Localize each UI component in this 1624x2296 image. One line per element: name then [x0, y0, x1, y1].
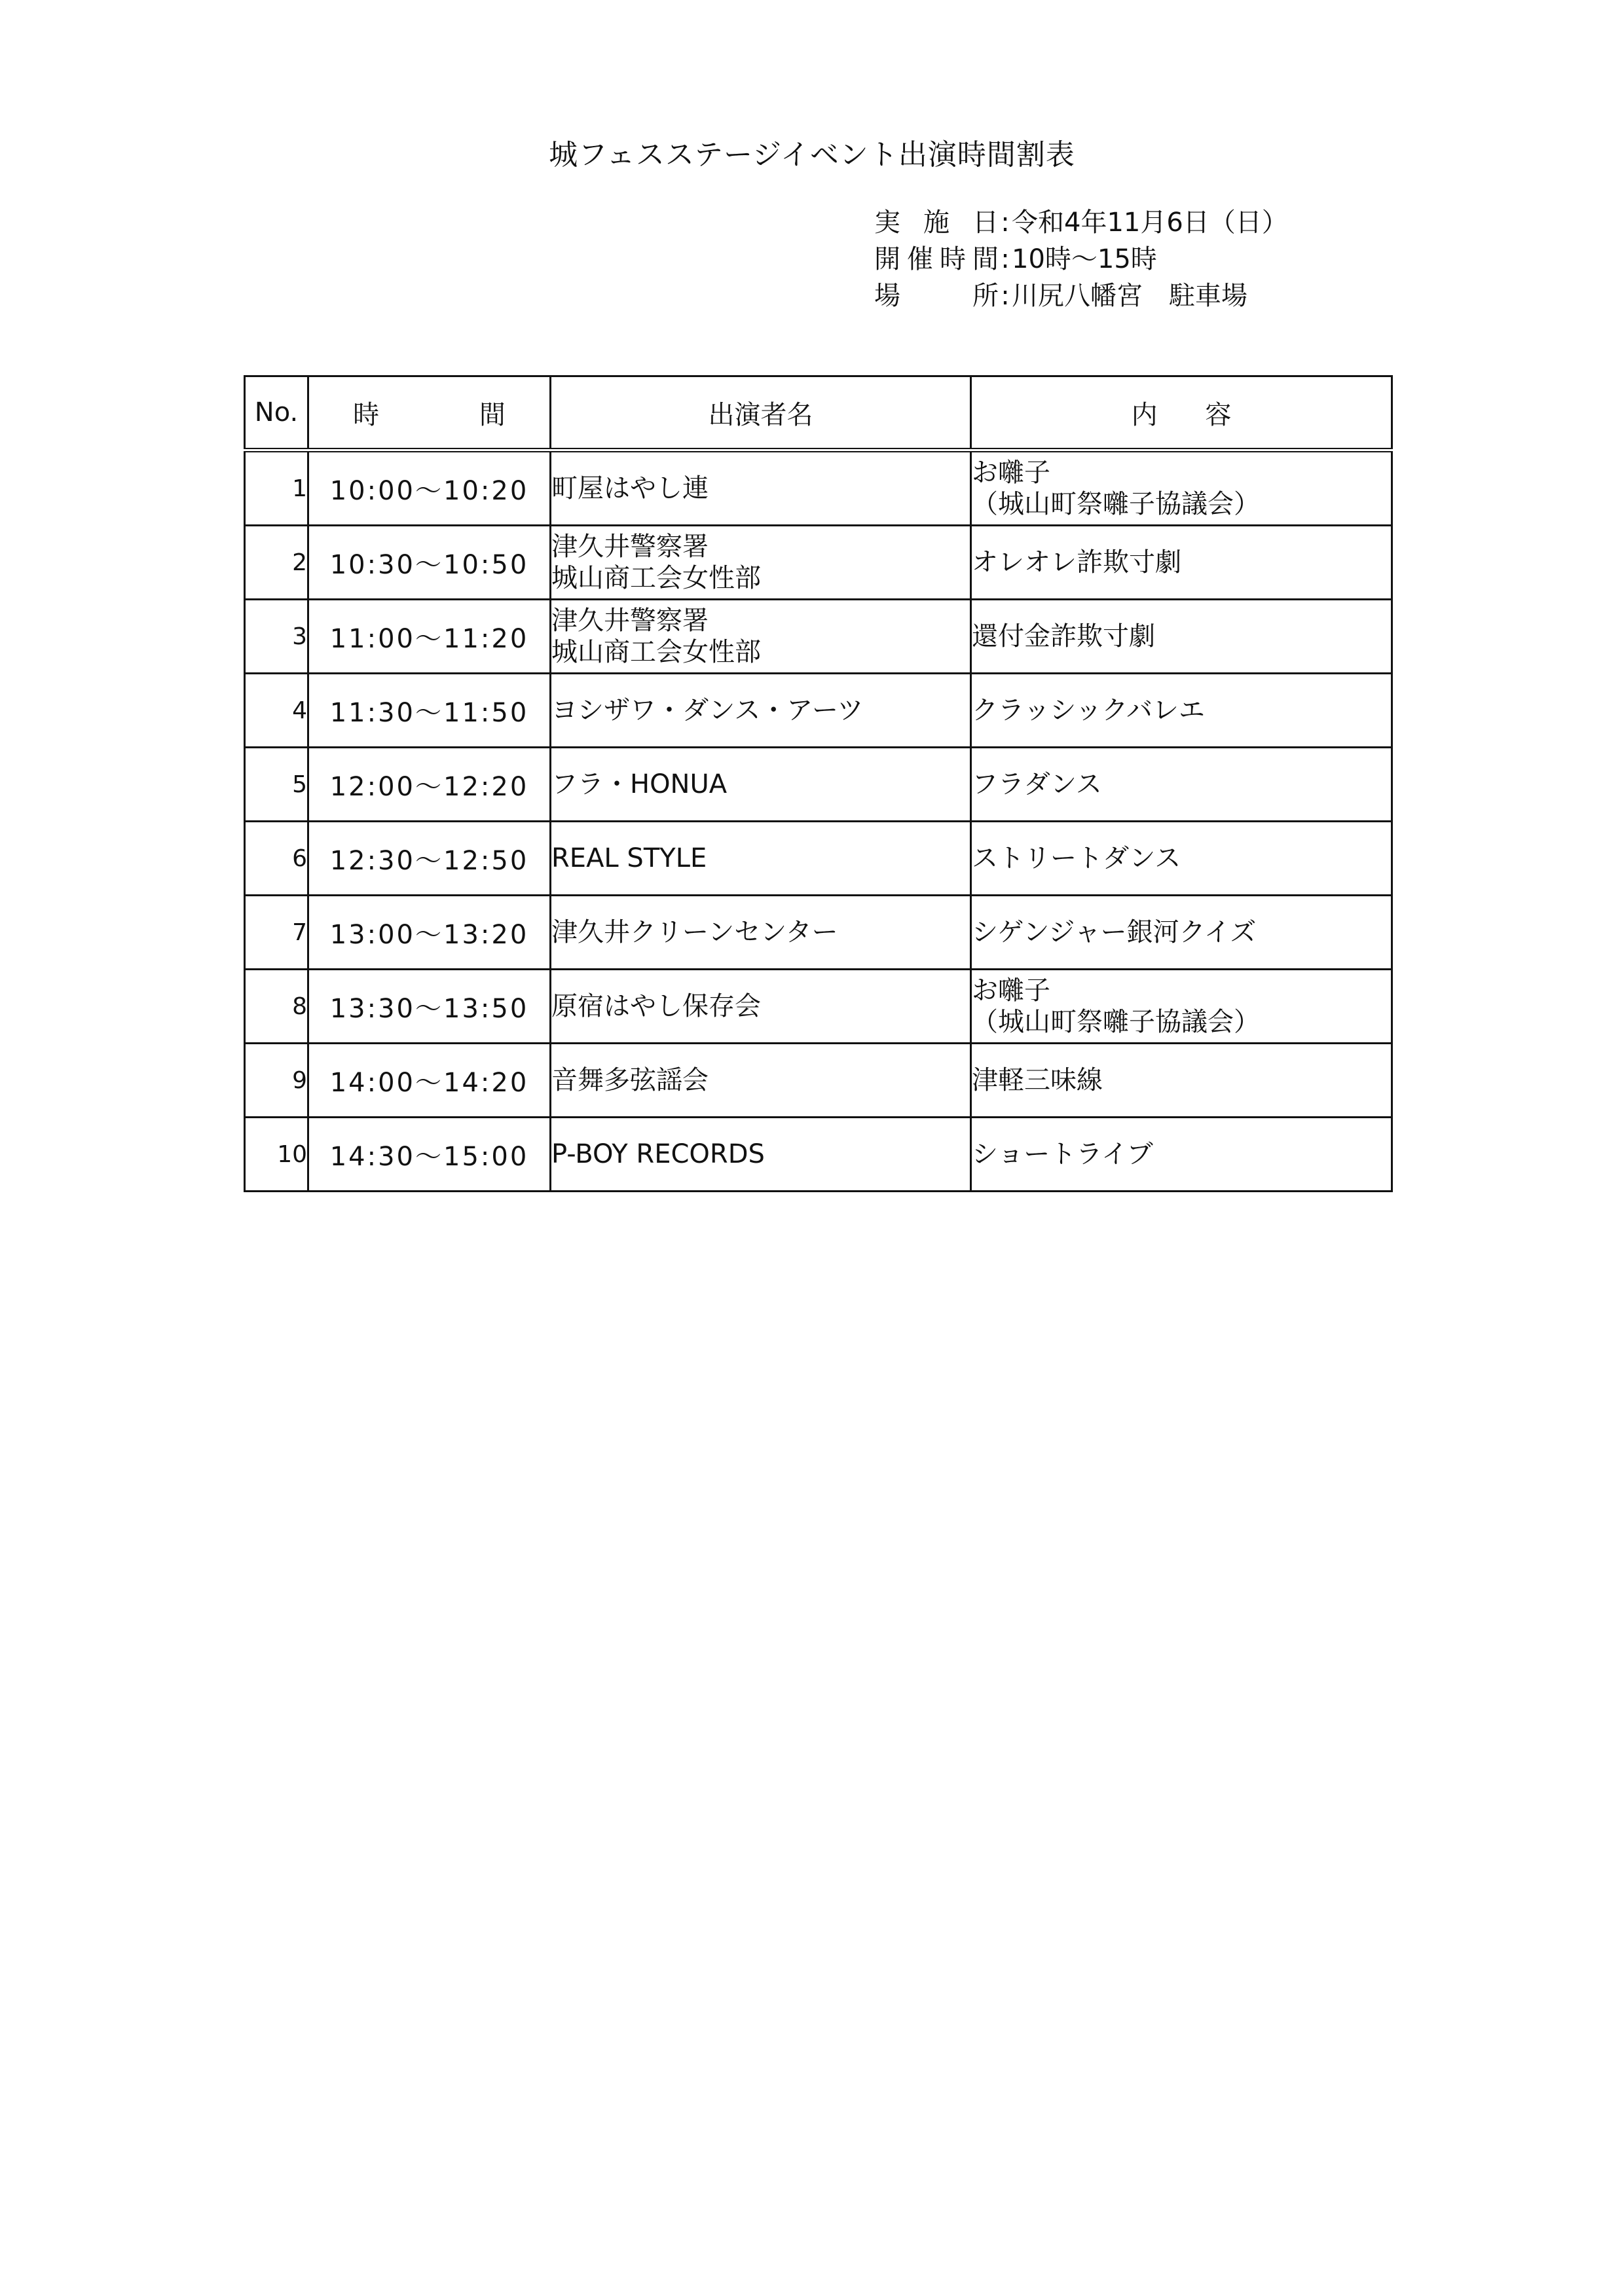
row-number: 9	[245, 1044, 308, 1118]
table-row	[245, 822, 1392, 896]
info-value: 令和4年11月6日（日）	[1012, 208, 1288, 238]
row-time: 14:30～15:00	[308, 1118, 551, 1192]
table-row	[245, 1044, 1392, 1118]
performer-line: 津久井クリーンセンター	[551, 917, 838, 947]
row-number: 7	[245, 896, 308, 970]
row-content	[971, 970, 1392, 1044]
performer-line: 城山商工会女性部	[551, 563, 761, 593]
row-performer	[551, 1118, 971, 1192]
header-performer: 出演者名	[551, 376, 971, 450]
table-row	[245, 526, 1392, 600]
row-number: 2	[245, 526, 308, 600]
row-time: 10:30～10:50	[308, 526, 551, 600]
info-row-date: 実 施 日 : 令和4年11月6日（日）	[874, 204, 1288, 241]
content-line: クラッシックバレエ	[972, 695, 1205, 725]
event-info	[874, 204, 1288, 314]
table-header-row	[245, 376, 1392, 450]
row-time: 12:00～12:20	[308, 748, 551, 822]
row-content	[971, 896, 1392, 970]
row-performer	[551, 450, 971, 526]
row-time: 10:00～10:20	[308, 450, 551, 526]
header-no: No.	[245, 376, 308, 450]
table-row	[245, 674, 1392, 748]
header-content: 内 容	[971, 376, 1392, 450]
performer-line: ヨシザワ・ダンス・アーツ	[551, 695, 864, 725]
info-row-venue: 場 所 : 川尻八幡宮 駐車場	[874, 278, 1288, 314]
row-performer	[551, 970, 971, 1044]
row-content	[971, 600, 1392, 674]
table-row	[245, 970, 1392, 1044]
table-row	[245, 450, 1392, 526]
row-content	[971, 1118, 1392, 1192]
info-row-hours: 開催時間 : 10時～15時	[874, 241, 1288, 278]
content-line: 津軽三味線	[972, 1065, 1103, 1095]
row-performer	[551, 896, 971, 970]
row-time: 11:00～11:20	[308, 600, 551, 674]
performer-line: 津久井警察署	[551, 532, 709, 562]
row-content	[971, 674, 1392, 748]
performer-line: 音舞多弦謡会	[551, 1065, 709, 1095]
performer-line: 津久井警察署	[551, 606, 709, 636]
row-number: 8	[245, 970, 308, 1044]
header-time: 時 間	[308, 376, 551, 450]
info-value: 川尻八幡宮 駐車場	[1012, 281, 1247, 311]
row-time: 13:00～13:20	[308, 896, 551, 970]
row-content	[971, 822, 1392, 896]
row-time: 11:30～11:50	[308, 674, 551, 748]
info-label: 実 施 日	[874, 208, 999, 238]
row-content	[971, 1044, 1392, 1118]
performer-line: 原宿はやし保存会	[551, 991, 761, 1021]
document-title: 城フェスステージイベント出演時間割表	[549, 138, 1075, 172]
performer-line: 城山商工会女性部	[551, 637, 761, 667]
row-number: 3	[245, 600, 308, 674]
content-line: オレオレ詐欺寸劇	[972, 547, 1181, 577]
table-row	[245, 1118, 1392, 1192]
content-line: シゲンジャー銀河クイズ	[972, 917, 1257, 947]
row-performer	[551, 600, 971, 674]
content-line: お囃子	[972, 975, 1050, 1006]
performer-line: REAL STYLE	[551, 843, 707, 873]
row-time: 13:30～13:50	[308, 970, 551, 1044]
row-content	[971, 526, 1392, 600]
content-line: （城山町祭囃子協議会）	[972, 1007, 1260, 1037]
row-time: 12:30～12:50	[308, 822, 551, 896]
row-number: 5	[245, 748, 308, 822]
row-performer	[551, 748, 971, 822]
content-line: （城山町祭囃子協議会）	[972, 489, 1260, 519]
row-performer	[551, 822, 971, 896]
content-line: ショートライブ	[972, 1139, 1153, 1169]
row-performer	[551, 526, 971, 600]
row-performer	[551, 674, 971, 748]
performer-line: 町屋はやし連	[551, 473, 709, 503]
info-value: 10時～15時	[1012, 244, 1157, 274]
info-label: 場 所	[874, 281, 999, 311]
content-line: ストリートダンス	[972, 843, 1181, 873]
content-line: 還付金詐欺寸劇	[972, 621, 1155, 651]
table-row	[245, 748, 1392, 822]
content-line: お囃子	[972, 458, 1050, 488]
table-row	[245, 896, 1392, 970]
schedule-table	[244, 375, 1393, 1192]
row-number: 10	[245, 1118, 308, 1192]
row-performer	[551, 1044, 971, 1118]
performer-line: フラ・HONUA	[551, 769, 728, 799]
table-row	[245, 600, 1392, 674]
row-content	[971, 748, 1392, 822]
row-time: 14:00～14:20	[308, 1044, 551, 1118]
performer-line: P-BOY RECORDS	[551, 1139, 765, 1169]
row-number: 4	[245, 674, 308, 748]
info-label: 開催時間	[874, 244, 999, 274]
row-number: 1	[245, 450, 308, 526]
row-content	[971, 450, 1392, 526]
row-number: 6	[245, 822, 308, 896]
content-line: フラダンス	[972, 769, 1102, 799]
